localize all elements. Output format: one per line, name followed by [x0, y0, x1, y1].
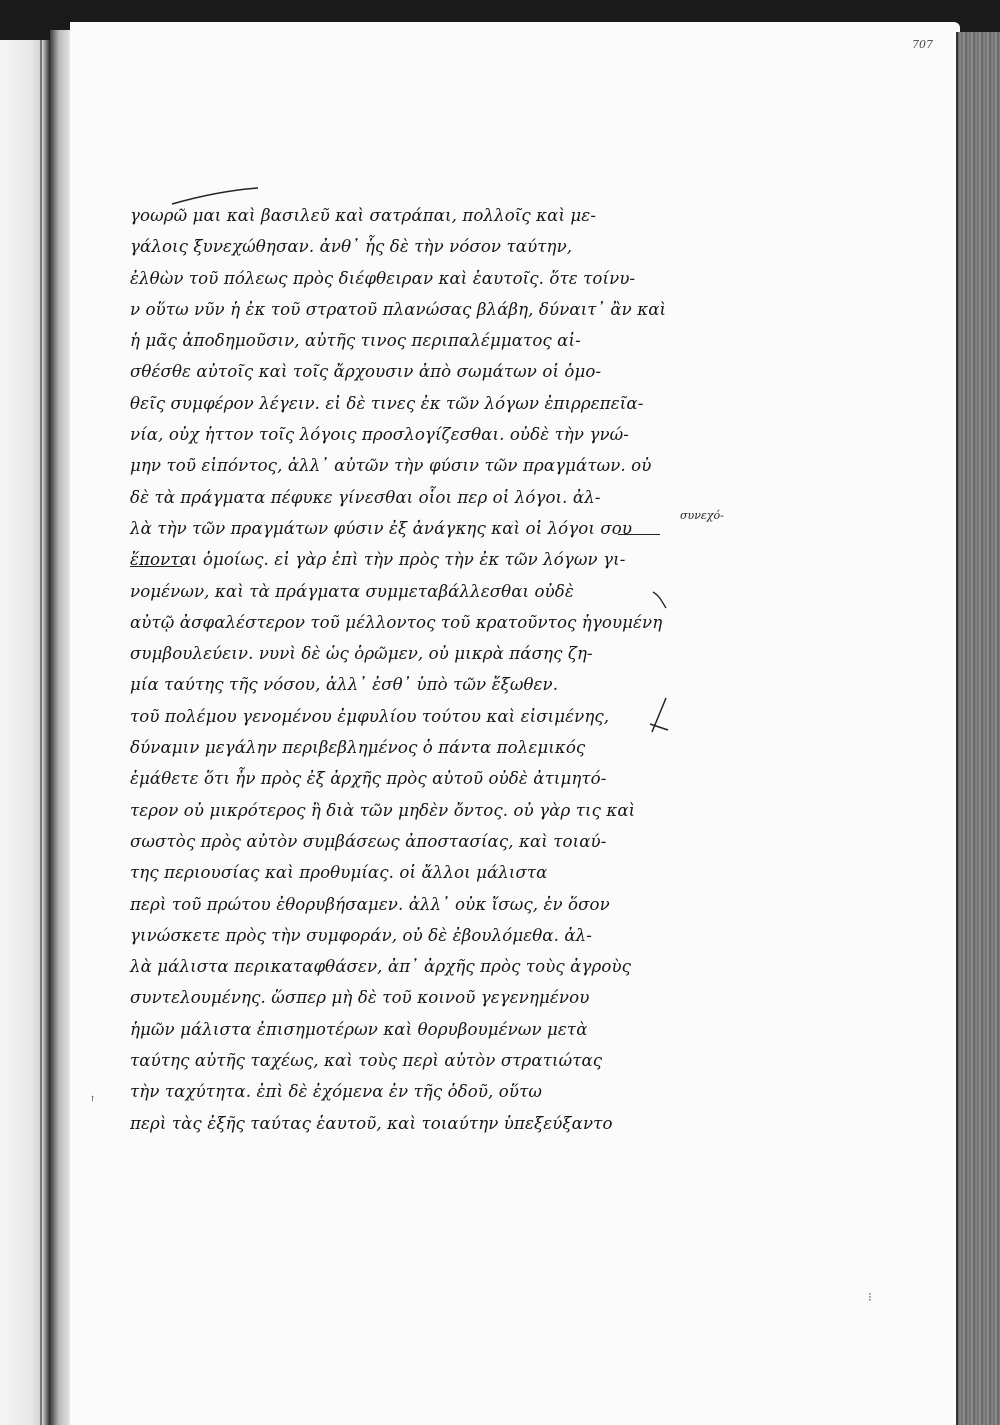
text-line: συντελουμένης. ὥσπερ μὴ δὲ τοῦ κοινοῦ γεγενημένου [130, 988, 590, 1008]
text-line: γάλοις ξυνεχώθησαν. ἀνθ᾽ ἧς δὲ τὴν νόσον ταύτην, [130, 237, 573, 257]
text-line: νία, οὐχ ἡττον τοῖς λόγοις προσλογίζεσθαι. οὐδὲ τὴν γνώ- [130, 425, 630, 445]
facing-page-border [40, 40, 42, 1425]
text-line: λὰ μάλιστα περικαταφθάσεν, ἀπ᾽ ἀρχῆς πρὸς τοὺς ἀγροὺς [130, 957, 632, 977]
facing-page-edge [0, 40, 50, 1425]
text-line: τερον οὐ μικρότερος ἢ διὰ τῶν μηδὲν ὄντος. οὐ γὰρ τις καὶ [130, 800, 636, 820]
text-line: τὴν ταχύτητα. ἐπὶ δὲ ἐχόμενα ἐν τῆς ὁδοῦ, οὕτω [130, 1082, 542, 1102]
text-line: ἡ μᾶς ἀποδημοῦσιν, αὐτῆς τινος περιπαλέμματος αἰ- [130, 331, 581, 351]
manuscript-text [130, 200, 675, 1139]
text-line: δύναμιν μεγάλην περιβεβλημένος ὁ πάντα πολεμικός [130, 738, 586, 758]
text-line: σθέσθε αὐτοῖς καὶ τοῖς ἄρχουσιν ἀπὸ σωμάτων οἱ ὁμο- [130, 362, 602, 382]
text-line: γοωρῶ μαι καὶ βασιλεῦ καὶ σατράπαι, πολλοῖς καὶ με- [130, 206, 597, 225]
underline-mark [130, 566, 182, 567]
folio-number: 707 [912, 38, 933, 51]
underline-mark [618, 534, 660, 535]
correction-mark [650, 588, 670, 610]
text-line: λὰ τὴν τῶν πραγμάτων φύσιν ἐξ ἀνάγκης καὶ οἱ λόγοι σου [130, 518, 633, 538]
text-line: γινώσκετε πρὸς τὴν συμφοράν, οὐ δὲ ἐβουλόμεθα. ἀλ- [130, 925, 592, 945]
text-line: μία ταύτης τῆς νόσου, ἀλλ᾽ ἐσθ᾽ ὑπὸ τῶν ἔξωθεν. [130, 675, 559, 695]
text-line: ἕπονται ὁμοίως. εἰ γὰρ ἐπὶ τὴν πρὸς τὴν ἐκ τῶν λόγων γι- [130, 550, 626, 570]
text-line: νομένων, καὶ τὰ πράγματα συμμεταβάλλεσθαι οὐδὲ [130, 581, 574, 601]
text-line: θεῖς συμφέρον λέγειν. εἰ δὲ τινες ἐκ τῶν λόγων ἐπιρρεπεῖα- [130, 393, 644, 413]
text-line: ἐμάθετε ὅτι ἦν πρὸς ἐξ ἀρχῆς πρὸς αὐτοῦ οὐδὲ ἀτιμητό- [130, 769, 607, 789]
text-line: μην τοῦ εἰπόντος, ἀλλ᾽ αὐτῶν τὴν φύσιν τῶν πραγμάτων. οὐ [130, 456, 652, 476]
text-line: της περιουσίας καὶ προθυμίας. οἱ ἄλλοι μάλιστα [130, 863, 548, 883]
text-line: συμβουλεύειν. νυνὶ δὲ ὡς ὁρῶμεν, οὐ μικρὰ πάσης ζη- [130, 644, 593, 664]
text-line: ταύτης αὐτῆς ταχέως, καὶ τοὺς περὶ αὐτὸν στρατιώτας [130, 1051, 603, 1071]
text-line: περὶ τὰς ἐξῆς ταύτας ἑαυτοῦ, καὶ τοιαύτην ὑπεξεύξαντο [130, 1113, 613, 1133]
text-line: ν οὕτω νῦν ἡ ἐκ τοῦ στρατοῦ πλανώσας βλάβη, δύναιτ᾽ ἂν καὶ [130, 299, 667, 319]
stray-mark: ⁝ [868, 1290, 872, 1304]
text-line: ἡμῶν μάλιστα ἐπισημοτέρων καὶ θορυβουμένων μετὰ [130, 1019, 588, 1039]
text-line: περὶ τοῦ πρώτου ἐθορυβήσαμεν. ἀλλ᾽ οὐκ ἴσως, ἐν ὅσον [130, 894, 610, 914]
book-gutter [50, 30, 72, 1425]
text-line: τοῦ πολέμου γενομένου ἐμφυλίου τούτου καὶ εἰσιμένης, [130, 706, 610, 726]
page-fore-edge [956, 32, 1000, 1425]
text-line: σωστὸς πρὸς αὐτὸν συμβάσεως ἀποστασίας, καὶ τοιαύ- [130, 831, 607, 851]
text-line: ἐλθὼν τοῦ πόλεως πρὸς διέφθειραν καὶ ἑαυτοῖς. ὅτε τοίνυ- [130, 268, 636, 288]
text-line: αὐτῷ ἀσφαλέστερον τοῦ μέλλοντος τοῦ κρατοῦντος ἡγουμένη [130, 612, 663, 632]
correction-mark [646, 696, 672, 736]
text-line: δὲ τὰ πράγματα πέφυκε γίνεσθαι οἷοι περ οἱ λόγοι. ἀλ- [130, 487, 601, 507]
stray-mark: ꜛ [90, 1094, 96, 1110]
marginal-annotation: συνεχό- [680, 509, 724, 522]
